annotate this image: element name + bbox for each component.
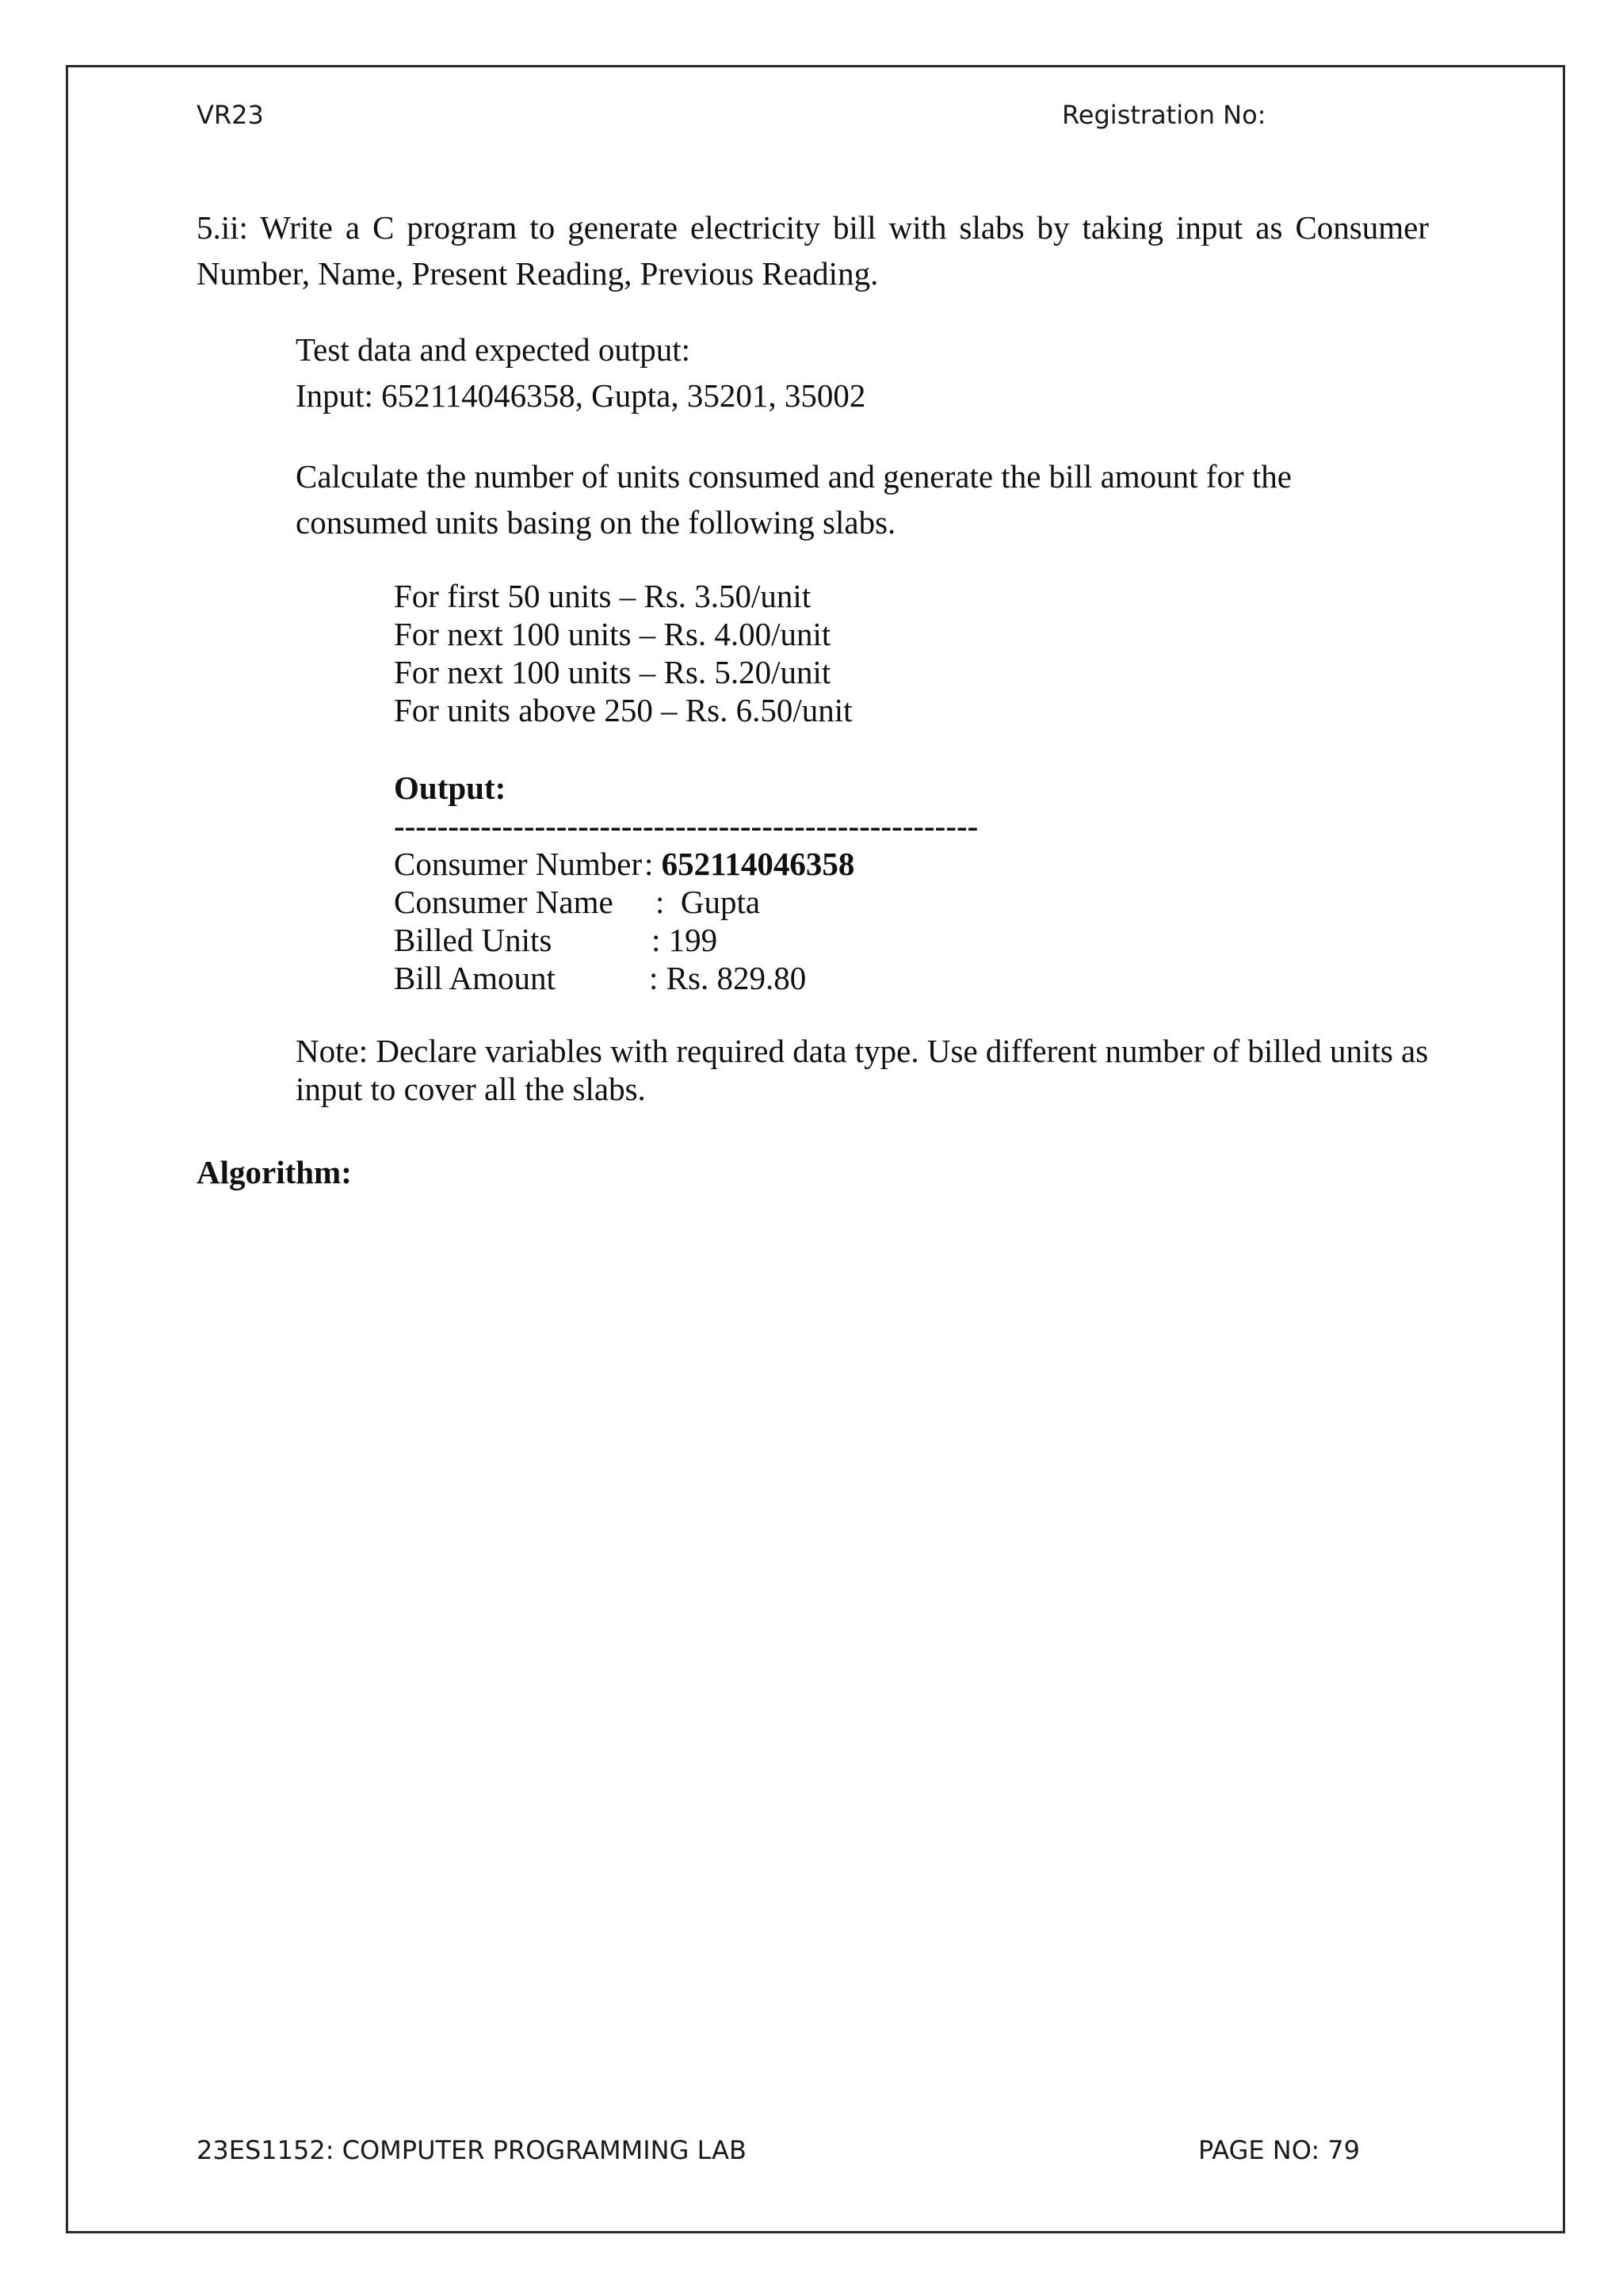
- header-registration-label: Registration No:: [1062, 100, 1266, 130]
- slab-item: For first 50 units – Rs. 3.50/unit: [394, 578, 812, 614]
- slab-item: For units above 250 – Rs. 6.50/unit: [394, 692, 853, 728]
- output-value: 199: [668, 922, 718, 958]
- output-label: Consumer Name: [394, 884, 613, 920]
- test-data-title: Test data and expected output:: [296, 331, 691, 368]
- output-separator: :: [649, 960, 659, 996]
- slab-item: For next 100 units – Rs. 5.20/unit: [394, 654, 831, 690]
- output-divider: ------------------------------------------------------: [394, 808, 979, 844]
- output-value-wrap: [655, 883, 760, 921]
- output-value-wrap: [651, 921, 717, 959]
- output-value: 652114046358: [661, 846, 855, 882]
- output-separator: :: [644, 846, 654, 882]
- output-label: Billed Units: [394, 922, 552, 958]
- output-separator: :: [651, 922, 661, 958]
- output-row-billed-units: [394, 921, 718, 959]
- output-label: Bill Amount: [394, 960, 556, 996]
- slab-item: For next 100 units – Rs. 4.00/unit: [394, 616, 831, 652]
- output-separator: :: [655, 884, 665, 920]
- note-text: Note: Declare variables with required data type. Use different number of billed units as input to cover all the slabs.: [296, 1033, 1429, 1107]
- output-row-bill-amount: [394, 959, 807, 997]
- output-heading: Output:: [394, 770, 506, 806]
- output-row-consumer-number: [394, 845, 855, 883]
- footer-page-number: PAGE NO: 79: [1198, 2135, 1360, 2165]
- question-text: 5.ii: Write a C program to generate electricity bill with slabs by taking input as Consumer Number, Name, Present Reading, Previous Reading.: [197, 209, 1429, 292]
- output-label: Consumer Number: [394, 846, 643, 882]
- algorithm-heading: Algorithm:: [197, 1154, 352, 1190]
- header-course-code: VR23: [197, 100, 264, 130]
- footer-course-title: 23ES1152: COMPUTER PROGRAMMING LAB: [197, 2135, 747, 2165]
- test-input-line: Input: 652114046358, Gupta, 35201, 35002: [296, 377, 866, 414]
- output-value-wrap: [649, 959, 806, 997]
- slab-list: [394, 577, 853, 729]
- output-row-consumer-name: [394, 883, 761, 921]
- output-value-wrap: [644, 845, 854, 883]
- output-value: Gupta: [680, 884, 761, 920]
- calculation-instructions: Calculate the number of units consumed and generate the bill amount for the consumed units basing on the following slabs.: [296, 458, 1292, 541]
- output-value: Rs. 829.80: [666, 960, 807, 996]
